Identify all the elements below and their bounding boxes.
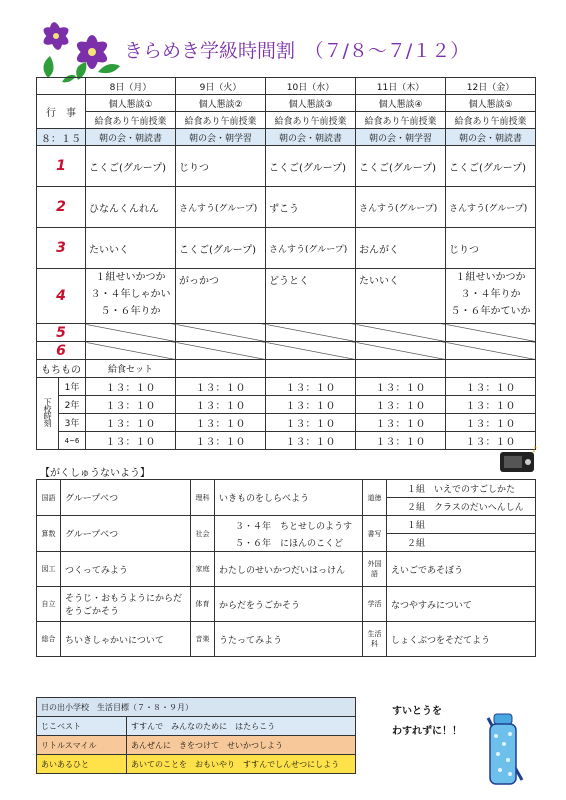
lesson-cell xyxy=(446,269,536,324)
subject-content xyxy=(215,516,363,552)
page-title: きらめき学級時間割 （７/８〜７/１２） xyxy=(124,40,470,62)
grade-label: 3年 xyxy=(59,414,86,432)
period-row xyxy=(37,269,536,324)
lesson-cell: たいいく xyxy=(86,228,176,269)
lesson-cell: こくご(グループ) xyxy=(86,146,176,187)
time-cell: １３：１０ xyxy=(356,414,446,432)
lesson-cell: おんがく xyxy=(356,228,446,269)
lesson-line: ５・６年かていか xyxy=(450,306,531,317)
grade-label: 4~6 xyxy=(59,432,86,450)
event-cell: 個人懇談⑤ xyxy=(446,95,536,112)
learning-content-table xyxy=(36,479,536,657)
subject-label: 書写 xyxy=(363,516,387,552)
event-cell: 給食あり午前授業 xyxy=(356,112,446,129)
lesson-cell: ずこう xyxy=(266,187,356,228)
content-line: ２組 クラスのだいへんしん xyxy=(407,503,524,513)
lesson-cell: こくご(グループ) xyxy=(446,146,536,187)
belongings-cell: 給食セット xyxy=(86,360,176,378)
subject-content: なつやすみについて xyxy=(387,587,536,622)
empty-slot xyxy=(356,324,446,342)
lesson-cell: さんすう(グループ) xyxy=(446,187,536,228)
goal-row xyxy=(37,755,356,774)
lesson-cell: さんすう(グループ) xyxy=(266,228,356,269)
time-cell: １３：１０ xyxy=(176,414,266,432)
event-cell: 個人懇談③ xyxy=(266,95,356,112)
goal-text: すすんで みんなのために はたらこう xyxy=(127,717,356,736)
lesson-line: １組せいかつか xyxy=(455,272,526,283)
subject-content: わたしのせいかつだいはっけん xyxy=(215,552,363,587)
period-row xyxy=(37,324,536,342)
day-header: 11日（木） xyxy=(356,78,446,95)
time-cell: １３：１０ xyxy=(266,432,356,450)
lesson-cell xyxy=(86,269,176,324)
water-bottle-icon xyxy=(478,708,532,790)
subject-label: 理科 xyxy=(191,480,215,516)
time-cell: １３：１０ xyxy=(266,378,356,396)
lesson-cell: こくご(グループ) xyxy=(266,146,356,187)
event-cell: 個人懇談② xyxy=(176,95,266,112)
time-cell: １３：１０ xyxy=(266,414,356,432)
subject-content: つくってみよう xyxy=(61,552,191,587)
time-cell: １３：１０ xyxy=(446,432,536,450)
period-row xyxy=(37,146,536,187)
subject-content xyxy=(387,480,536,516)
goal-row xyxy=(37,736,356,755)
lesson-cell: どうとく xyxy=(266,269,356,324)
dismissal-label: 下校時刻 xyxy=(37,378,59,450)
empty-slot xyxy=(356,342,446,360)
weekly-timetable xyxy=(36,77,536,450)
belongings-cell xyxy=(176,360,266,378)
reminder-line: すいとうを xyxy=(392,706,442,717)
period-number: 6 xyxy=(37,342,86,360)
morning-cell: 朝の会・朝学習 xyxy=(356,129,446,146)
lesson-line: ３・４年しゃかい xyxy=(90,289,171,300)
morning-cell: 朝の会・朝読書 xyxy=(446,129,536,146)
subject-label: 総合 xyxy=(37,622,61,657)
period-row xyxy=(37,228,536,269)
dismissal-row xyxy=(37,414,536,432)
events-label: 行 事 xyxy=(37,95,86,129)
time-cell: １３：１０ xyxy=(86,396,176,414)
day-header-row xyxy=(37,78,536,95)
learning-heading: 【がくしゅうないよう】 xyxy=(40,468,150,479)
subject-content: グループべつ xyxy=(61,480,191,516)
period-number: 2 xyxy=(37,187,86,228)
dismissal-row xyxy=(37,396,536,414)
content-line: ２組 xyxy=(407,539,426,549)
belongings-row xyxy=(37,360,536,378)
belongings-cell xyxy=(446,360,536,378)
goal-row xyxy=(37,717,356,736)
empty-slot xyxy=(176,324,266,342)
subject-label: 自立 xyxy=(37,587,61,622)
time-cell: １３：１０ xyxy=(356,396,446,414)
day-header: 10日（水） xyxy=(266,78,356,95)
goal-text: あんぜんに きをつけて せいかつしよう xyxy=(127,736,356,755)
subject-content: からだをうごかそう xyxy=(215,587,363,622)
event-cell: 給食あり午前授業 xyxy=(176,112,266,129)
empty-slot xyxy=(86,342,176,360)
period-number: 4 xyxy=(37,269,86,324)
subject-content: うたってみよう xyxy=(215,622,363,657)
subject-content: そうじ・おもうようにからだをうごかそう xyxy=(61,587,191,622)
subject-content: いきものをしらべよう xyxy=(215,480,363,516)
empty-slot xyxy=(266,324,356,342)
content-line: ３・４年 ちとせしのようす xyxy=(235,521,353,532)
belongings-cell xyxy=(356,360,446,378)
learning-row xyxy=(37,480,536,516)
period-number: 5 xyxy=(37,324,86,342)
subject-content: ちいきしゃかいについて xyxy=(61,622,191,657)
content-line: ５・６年 にほんのこくど xyxy=(235,538,344,549)
life-goals-table xyxy=(36,697,356,774)
lesson-cell: がっかつ xyxy=(176,269,266,324)
goal-name: じこベスト xyxy=(37,717,127,736)
subject-content xyxy=(387,516,536,552)
grade-label: 2年 xyxy=(59,396,86,414)
period-number: 1 xyxy=(37,146,86,187)
learning-row xyxy=(37,587,536,622)
morning-cell: 朝の会・朝読書 xyxy=(86,129,176,146)
lesson-cell: たいいく xyxy=(356,269,446,324)
subject-content: しょくぶつをそだてよう xyxy=(387,622,536,657)
events-row xyxy=(37,95,536,112)
time-cell: １３：１０ xyxy=(266,396,356,414)
period-row xyxy=(37,187,536,228)
event-cell: 個人懇談④ xyxy=(356,95,446,112)
subject-label: 算数 xyxy=(37,516,61,552)
lesson-cell: じりつ xyxy=(446,228,536,269)
dismissal-row xyxy=(37,432,536,450)
subject-label: 体育 xyxy=(191,587,215,622)
period-number: 3 xyxy=(37,228,86,269)
dismissal-row xyxy=(37,378,536,396)
time-cell: １３：１０ xyxy=(86,414,176,432)
lesson-cell: こくご(グループ) xyxy=(356,146,446,187)
subject-label: 国語 xyxy=(37,480,61,516)
empty-slot xyxy=(266,342,356,360)
empty-slot xyxy=(446,342,536,360)
time-cell: １３：１０ xyxy=(356,378,446,396)
day-header: 8日（月） xyxy=(86,78,176,95)
time-cell: １３：１０ xyxy=(446,396,536,414)
subject-label: 社会 xyxy=(191,516,215,552)
lesson-cell: じりつ xyxy=(176,146,266,187)
grade-label: 1年 xyxy=(59,378,86,396)
subject-content: えいごであそぼう xyxy=(387,552,536,587)
event-cell: 個人懇談① xyxy=(86,95,176,112)
lesson-line: ３・４年りか xyxy=(460,289,521,300)
time-cell: １３：１０ xyxy=(176,378,266,396)
clematis-flower-illustration xyxy=(28,14,128,86)
lesson-cell: こくご(グループ) xyxy=(176,228,266,269)
morning-time: ８：１５ xyxy=(37,129,86,146)
lesson-line: １組せいかつか xyxy=(95,272,166,283)
water-bottle-reminder xyxy=(392,702,462,742)
lesson-line: ５・６年りか xyxy=(100,306,161,317)
time-cell: １３：１０ xyxy=(356,432,446,450)
time-cell: １３：１０ xyxy=(86,432,176,450)
day-header: 12日（金） xyxy=(446,78,536,95)
morning-row xyxy=(37,129,536,146)
empty-slot xyxy=(446,324,536,342)
subject-label: 生活科 xyxy=(363,622,387,657)
morning-cell: 朝の会・朝学習 xyxy=(176,129,266,146)
reminder-line: わすれずに！！ xyxy=(392,726,462,737)
lesson-cell: ひなんくんれん xyxy=(86,187,176,228)
content-line: １組 いえでのすごしかた xyxy=(387,480,535,498)
lesson-cell: さんすう(グループ) xyxy=(356,187,446,228)
subject-label: 学活 xyxy=(363,587,387,622)
goals-title-row xyxy=(37,698,356,717)
time-cell: １３：１０ xyxy=(86,378,176,396)
learning-row xyxy=(37,622,536,657)
subject-label: 図工 xyxy=(37,552,61,587)
subject-label: 音楽 xyxy=(191,622,215,657)
subject-content: グループべつ xyxy=(61,516,191,552)
morning-cell: 朝の会・朝読書 xyxy=(266,129,356,146)
events-row-2 xyxy=(37,112,536,129)
radio-icon xyxy=(496,444,540,474)
subject-label: 外国語 xyxy=(363,552,387,587)
goal-name: あいあるひと xyxy=(37,755,127,774)
time-cell: １３：１０ xyxy=(446,378,536,396)
learning-row xyxy=(37,552,536,587)
time-cell: １３：１０ xyxy=(446,414,536,432)
event-cell: 給食あり午前授業 xyxy=(266,112,356,129)
subject-label: 家庭 xyxy=(191,552,215,587)
lesson-cell: さんすう(グループ) xyxy=(176,187,266,228)
empty-slot xyxy=(86,324,176,342)
content-line: １組 xyxy=(387,516,535,534)
svg-text:♪: ♪ xyxy=(532,445,538,454)
goal-name: リトルスマイル xyxy=(37,736,127,755)
time-cell: １３：１０ xyxy=(176,432,266,450)
day-header: 9日（火） xyxy=(176,78,266,95)
belongings-cell xyxy=(266,360,356,378)
subject-label: 道徳 xyxy=(363,480,387,516)
empty-slot xyxy=(176,342,266,360)
goal-text: あいてのことを おもいやり すすんでしんせつにしよう xyxy=(127,755,356,774)
event-cell: 給食あり午前授業 xyxy=(86,112,176,129)
belongings-label: もちもの xyxy=(37,360,86,378)
event-cell: 給食あり午前授業 xyxy=(446,112,536,129)
goals-title: 日の出小学校 生活目標（７・８・９月） xyxy=(37,698,356,717)
time-cell: １３：１０ xyxy=(176,396,266,414)
period-row xyxy=(37,342,536,360)
learning-row xyxy=(37,516,536,552)
